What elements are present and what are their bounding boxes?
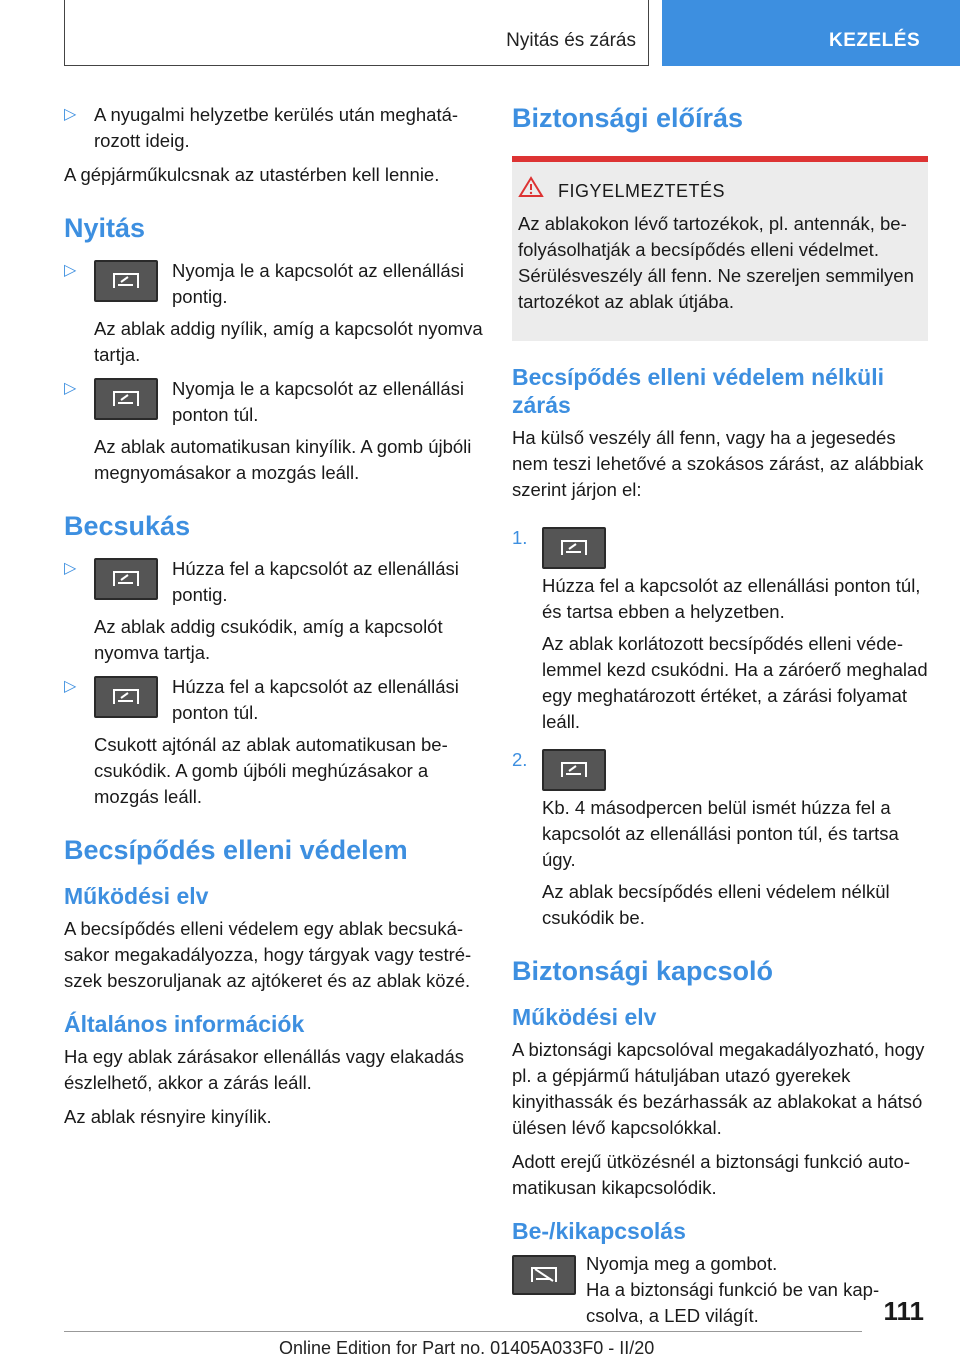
- window-switch-icon: [94, 378, 158, 420]
- page-number: 111: [883, 1296, 924, 1326]
- intro-bullet: [64, 102, 484, 154]
- close-item-2-note: Csukott ajtónál az ablak automatikusan becsukódik. A gomb újbóli meghúzásakor a mozgás leáll.: [94, 734, 448, 807]
- heading-general-info: Általános információk: [64, 1011, 305, 1037]
- heading-safety: Biztonsági előírás: [512, 103, 744, 133]
- step-1: [512, 525, 928, 735]
- general-text-1: Ha egy ablak zárásakor ellenállás vagy elakadás észlelhető, akkor a zárás leáll.: [64, 1046, 465, 1093]
- header-chapter-tab[interactable]: KEZELÉS: [662, 0, 960, 66]
- footer-divider: [64, 1331, 862, 1332]
- window-lock-switch-icon: [512, 1255, 576, 1295]
- warning-title: FIGYELMEZTETÉS: [558, 180, 726, 201]
- triangle-right-icon: ▷: [64, 106, 77, 123]
- close-item-1-note: Az ablak addig csukódik, amíg a kapcsolót nyomva tartja.: [94, 616, 443, 663]
- heading-safety-switch: Biztonsági kapcsoló: [512, 956, 774, 986]
- step-1-text: Húzza fel a kapcsolót az ellenállási ponton túl, és tartsa ebben a helyzetben.: [542, 575, 921, 622]
- window-switch-icon: [94, 676, 158, 718]
- step-2-text: Kb. 4 másodpercen belül ismét húzza fel a kapcsolót az ellenállási ponton túl, és tartsa úgy.: [542, 797, 899, 870]
- window-switch-icon: [542, 749, 606, 791]
- footer-edition: Online Edition for Part no. 01405A033F0 - II/20: [279, 1338, 655, 1358]
- close-item-2: [64, 674, 484, 810]
- heading-principle-2: Működési elv: [512, 1004, 657, 1030]
- triangle-right-icon: ▷: [64, 560, 77, 577]
- window-switch-icon: [94, 260, 158, 302]
- close-item-1: [64, 556, 484, 666]
- on-off-text-2: Ha a biztonsági funkció be van kapcsolva, a LED világít.: [586, 1279, 880, 1326]
- step-2: [512, 747, 928, 931]
- open-item-1: [64, 258, 484, 368]
- open-item-1-note: Az ablak addig nyílik, amíg a kapcsolót nyomva tartja.: [94, 318, 483, 365]
- on-off-text-1: Nyomja meg a gombot.: [586, 1253, 778, 1274]
- general-text-2: Az ablak résnyire kinyílik.: [64, 1106, 272, 1127]
- intro-paragraph: A gépjárműkulcsnak az utastérben kell lennie.: [64, 164, 440, 185]
- open-item-2: [64, 376, 484, 486]
- heading-no-pinch-close: Becsípődés elleni védelem nélküli zárás: [512, 364, 884, 418]
- header-section-title: Nyitás és zárás: [506, 30, 636, 51]
- heading-principle: Működési elv: [64, 883, 209, 909]
- heading-on-off: Be-/kikapcsolás: [512, 1218, 686, 1244]
- switch-text-2: Adott erejű ütközésnél a biztonsági funkció automatikusan kikapcsolódik.: [512, 1151, 911, 1198]
- step-2-note: Az ablak becsípődés elleni védelem nélkül csukódik be.: [542, 881, 890, 928]
- window-switch-icon: [542, 527, 606, 569]
- step-1-number: 1.: [512, 527, 528, 548]
- close-item-2-text: Húzza fel a kapcsolót az ellenállási ponton túl.: [172, 676, 459, 723]
- heading-open: Nyitás: [64, 213, 146, 243]
- no-pinch-text: Ha külső veszély áll fenn, vagy ha a jegesedés nem teszi lehetővé a szokásos zárást, az alábbiak szerint járjon el:: [512, 427, 924, 500]
- heading-pinch-protection: Becsípődés elleni védelem: [64, 835, 408, 865]
- intro-bullet-text: A nyugalmi helyzetbe kerülés után meghatározott ideig.: [94, 104, 459, 151]
- principle-text: A becsípődés elleni védelem egy ablak becsukásakor megakadályozza, hogy tárgyak vagy testrészek beszoruljanak az ajtókeret és az ablak közé.: [64, 918, 472, 991]
- step-2-number: 2.: [512, 749, 528, 770]
- right-column: [512, 102, 928, 1337]
- step-1-note: Az ablak korlátozott becsípődés elleni védelemmel kezd csukódni. Ha a záróerő meghalad egy meghatározott értéket, a zárási folyamat leáll.: [542, 633, 928, 732]
- switch-text-1: A biztonsági kapcsolóval megakadályozható, hogy pl. a gépjármű hátuljában utazó gyerekek kinyithassák és bezárhassák az ablakokat a hátsó ülésen lévő kapcsolókkal.: [512, 1039, 925, 1138]
- left-column: [64, 102, 484, 1138]
- open-item-2-note: Az ablak automatikusan kinyílik. A gomb újbóli megnyomásakor a mozgás leáll.: [94, 436, 472, 483]
- triangle-right-icon: ▷: [64, 678, 77, 695]
- open-item-1-text: Nyomja le a kapcsolót az ellenállási pontig.: [172, 260, 465, 307]
- warning-triangle-icon: [518, 176, 544, 205]
- open-item-2-text: Nyomja le a kapcsolót az ellenállási ponton túl.: [172, 378, 465, 425]
- warning-header: [518, 176, 922, 205]
- warning-box: [512, 156, 928, 341]
- heading-close: Becsukás: [64, 511, 191, 541]
- window-switch-icon: [94, 558, 158, 600]
- close-item-1-text: Húzza fel a kapcsolót az ellenállási pontig.: [172, 558, 459, 605]
- triangle-right-icon: ▷: [64, 262, 77, 279]
- warning-text: Az ablakokon lévő tartozékok, pl. antennák, befolyásolhatják a becsípődés elleni védelmet. Sérülésveszély áll fenn. Ne szereljen semmilyen tartozékot az ablak útjába.: [518, 213, 914, 312]
- triangle-right-icon: ▷: [64, 380, 77, 397]
